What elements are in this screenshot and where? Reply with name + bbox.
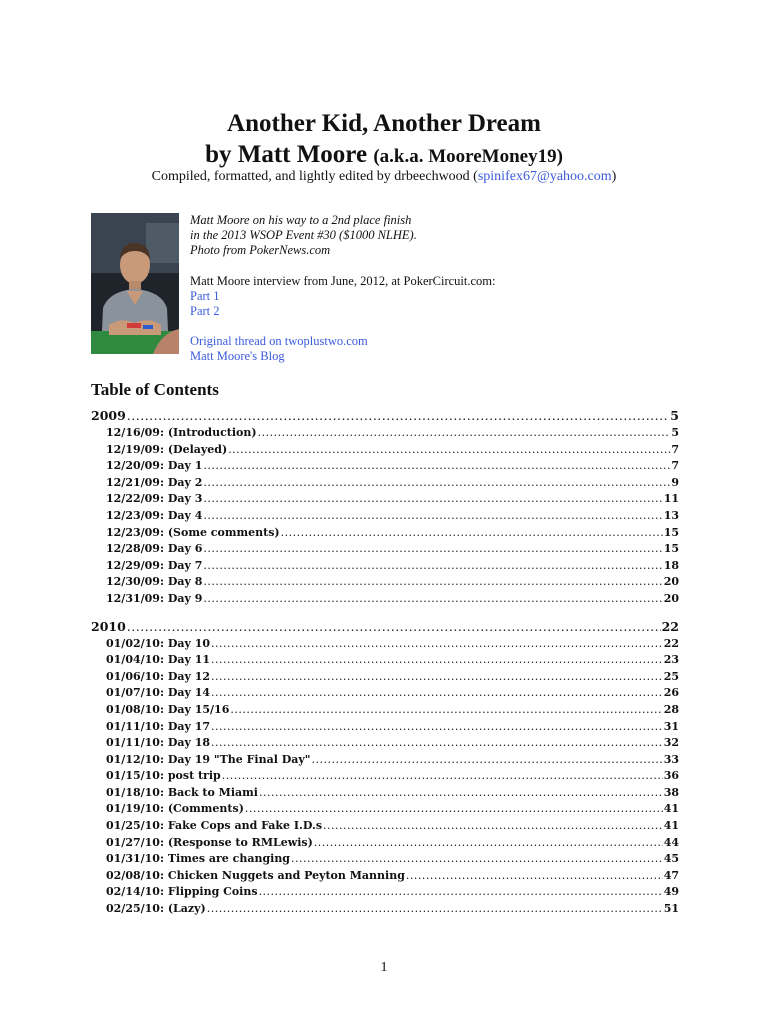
toc-entry-label: 01/11/10: Day 17 bbox=[106, 719, 211, 733]
toc-leader-dots bbox=[203, 541, 662, 558]
interview-part-2-link[interactable]: Part 2 bbox=[190, 304, 220, 318]
original-thread-link[interactable]: Original thread on twoplustwo.com bbox=[190, 334, 368, 348]
toc-entry[interactable] bbox=[91, 458, 679, 475]
toc-entry-page: 33 bbox=[663, 752, 679, 766]
toc-entry-page: 20 bbox=[663, 591, 679, 605]
toc-entry-page: 47 bbox=[663, 868, 679, 882]
toc-entry-label: 2010 bbox=[91, 618, 126, 634]
toc-entry-page: 20 bbox=[663, 575, 679, 589]
toc-entry-label: 01/31/10: Times are changing bbox=[106, 852, 291, 866]
toc-entry-page: 15 bbox=[663, 525, 679, 539]
toc-entry[interactable] bbox=[91, 669, 679, 686]
toc-entry-label: 12/22/09: Day 3 bbox=[106, 492, 203, 506]
toc-entry-page: 38 bbox=[663, 785, 679, 799]
toc-entry-page: 7 bbox=[671, 442, 679, 456]
toc-leader-dots bbox=[323, 818, 663, 835]
toc-entry-page: 7 bbox=[671, 459, 679, 473]
toc-entry-label: 02/14/10: Flipping Coins bbox=[106, 885, 258, 899]
caption-line: in the 2013 WSOP Event #30 ($1000 NLHE). bbox=[190, 228, 417, 242]
toc-entry-page: 11 bbox=[663, 492, 679, 506]
toc-leader-dots bbox=[203, 591, 662, 608]
toc-entry-label: 02/25/10: (Lazy) bbox=[106, 902, 206, 916]
toc-entry-label: 12/29/09: Day 7 bbox=[106, 558, 203, 572]
photo-caption bbox=[190, 213, 417, 258]
toc-entry[interactable] bbox=[91, 835, 679, 852]
toc-leader-dots bbox=[203, 475, 670, 492]
toc-leader-dots bbox=[211, 652, 663, 669]
toc-entry[interactable] bbox=[91, 591, 679, 608]
toc-entry-label: 01/11/10: Day 18 bbox=[106, 736, 211, 750]
toc-leader-dots bbox=[291, 851, 663, 868]
toc-entry[interactable] bbox=[91, 901, 679, 918]
interview-text: Matt Moore interview from June, 2012, at PokerCircuit.com: bbox=[190, 274, 496, 288]
toc-leader-dots bbox=[222, 768, 663, 785]
toc-entry[interactable] bbox=[91, 735, 679, 752]
toc-leader-dots bbox=[258, 425, 671, 442]
toc-entry-page: 31 bbox=[663, 719, 679, 733]
compiled-suffix: ) bbox=[611, 169, 617, 184]
toc-entry-page: 9 bbox=[671, 475, 679, 489]
toc-leader-dots bbox=[203, 491, 662, 508]
toc-entry-page: 41 bbox=[663, 802, 679, 816]
toc-entry-label: 01/12/10: Day 19 "The Final Day" bbox=[106, 752, 311, 766]
toc-entry[interactable] bbox=[91, 475, 679, 492]
toc-entry-page: 25 bbox=[663, 669, 679, 683]
toc-entry[interactable] bbox=[91, 525, 679, 542]
toc-entry-page: 5 bbox=[670, 408, 679, 423]
toc-leader-dots bbox=[211, 735, 663, 752]
toc-entry[interactable] bbox=[91, 801, 679, 818]
toc-leader-dots bbox=[245, 801, 663, 818]
toc-entry-label: 12/19/09: (Delayed) bbox=[106, 442, 228, 456]
toc-entry-page: 45 bbox=[663, 852, 679, 866]
external-links bbox=[190, 334, 368, 364]
toc-entry-label: 01/07/10: Day 14 bbox=[106, 686, 211, 700]
toc-entry-label: 01/18/10: Back to Miami bbox=[106, 785, 258, 799]
toc-leader-dots bbox=[230, 702, 662, 719]
toc-entry-label: 02/08/10: Chicken Nuggets and Peyton Manning bbox=[106, 868, 405, 882]
toc-entry[interactable] bbox=[91, 652, 679, 669]
toc-entry-label: 01/15/10: post trip bbox=[106, 769, 221, 783]
toc-entry-page: 15 bbox=[663, 542, 679, 556]
document-title: Another Kid, Another Dream bbox=[227, 110, 541, 137]
toc-entry-page: 44 bbox=[663, 835, 679, 849]
toc-entry-label: 12/23/09: Day 4 bbox=[106, 508, 203, 522]
toc-entry-label: 2009 bbox=[91, 408, 126, 423]
toc-entry-page: 28 bbox=[663, 702, 679, 716]
toc-entry-page: 26 bbox=[663, 686, 679, 700]
toc-entry-page: 18 bbox=[663, 558, 679, 572]
toc-leader-dots bbox=[203, 558, 662, 575]
toc-entry-page: 23 bbox=[663, 653, 679, 667]
toc-entry-label: 12/28/09: Day 6 bbox=[106, 542, 203, 556]
toc-entry-page: 51 bbox=[663, 902, 679, 916]
toc-entry-page: 36 bbox=[663, 769, 679, 783]
toc-entry-label: 01/19/10: (Comments) bbox=[106, 802, 244, 816]
toc-entry[interactable] bbox=[91, 719, 679, 736]
toc-entry[interactable] bbox=[91, 868, 679, 885]
toc-entry-page: 13 bbox=[663, 508, 679, 522]
toc-leader-dots bbox=[406, 868, 663, 885]
email-link[interactable]: spinifex67@yahoo.com bbox=[477, 169, 612, 184]
toc-leader-dots bbox=[228, 442, 670, 459]
toc-entry[interactable] bbox=[91, 541, 679, 558]
toc-entry-page: 5 bbox=[671, 426, 679, 439]
toc-leader-dots bbox=[211, 669, 663, 686]
compiled-prefix: Compiled, formatted, and lightly edited by drbeechwood ( bbox=[151, 169, 478, 184]
toc-entry-label: 12/20/09: Day 1 bbox=[106, 459, 203, 473]
toc-heading: Table of Contents bbox=[91, 380, 219, 399]
toc-entry[interactable] bbox=[91, 442, 679, 459]
toc-leader-dots bbox=[211, 636, 663, 653]
toc-entry-page: 22 bbox=[663, 636, 679, 650]
toc-leader-dots bbox=[203, 508, 662, 525]
caption-line: Matt Moore on his way to a 2nd place finish bbox=[190, 213, 412, 227]
toc-entry[interactable] bbox=[91, 425, 679, 442]
toc-entry-label: 12/31/09: Day 9 bbox=[106, 591, 203, 605]
toc-entry-label: 01/04/10: Day 11 bbox=[106, 653, 211, 667]
toc-leader-dots bbox=[127, 406, 670, 425]
interview-links bbox=[190, 289, 220, 319]
toc-entry[interactable] bbox=[91, 558, 679, 575]
toc-entry[interactable] bbox=[91, 636, 679, 653]
toc-leader-dots bbox=[314, 835, 663, 852]
interview-part-1-link[interactable]: Part 1 bbox=[190, 289, 220, 303]
toc-leader-dots bbox=[281, 525, 663, 542]
author-alias: (a.k.a. MooreMoney19) bbox=[373, 146, 563, 167]
toc-entry-label: 01/06/10: Day 12 bbox=[106, 669, 211, 683]
toc-leader-dots bbox=[211, 719, 663, 736]
toc-leader-dots bbox=[312, 752, 663, 769]
toc-entry-page: 41 bbox=[663, 819, 679, 833]
toc-entry-label: 12/23/09: (Some comments) bbox=[106, 525, 280, 539]
toc-entry[interactable] bbox=[91, 884, 679, 901]
toc-entry[interactable] bbox=[91, 851, 679, 868]
toc-leader-dots bbox=[203, 574, 662, 591]
toc-entry[interactable] bbox=[91, 491, 679, 508]
toc-entry[interactable] bbox=[91, 752, 679, 769]
toc-section bbox=[91, 406, 679, 608]
toc-leader-dots bbox=[127, 617, 661, 636]
toc-entry[interactable] bbox=[91, 785, 679, 802]
toc-section bbox=[91, 617, 679, 918]
toc-entry-page: 49 bbox=[663, 885, 679, 899]
toc-leader-dots bbox=[211, 685, 663, 702]
author-name: by Matt Moore bbox=[205, 141, 368, 168]
toc-entry[interactable] bbox=[91, 702, 679, 719]
toc-entry-label: 01/02/10: Day 10 bbox=[106, 636, 211, 650]
table-of-contents bbox=[91, 406, 679, 927]
toc-entry[interactable] bbox=[91, 574, 679, 591]
toc-entry-label: 12/21/09: Day 2 bbox=[106, 475, 203, 489]
page-number: 1 bbox=[380, 960, 388, 975]
toc-entry[interactable] bbox=[91, 508, 679, 525]
toc-year-entry[interactable] bbox=[91, 617, 679, 636]
toc-year-entry[interactable] bbox=[91, 406, 679, 425]
author-photo bbox=[91, 213, 179, 354]
caption-line: Photo from PokerNews.com bbox=[190, 243, 331, 257]
toc-leader-dots bbox=[259, 884, 663, 901]
toc-leader-dots bbox=[207, 901, 663, 918]
toc-entry-page: 22 bbox=[661, 618, 679, 634]
compiled-by-line bbox=[0, 168, 768, 186]
toc-leader-dots bbox=[259, 785, 663, 802]
toc-entry[interactable] bbox=[91, 818, 679, 835]
toc-entry-label: 12/30/09: Day 8 bbox=[106, 575, 203, 589]
toc-entry-label: 01/27/10: (Response to RMLewis) bbox=[106, 835, 313, 849]
toc-leader-dots bbox=[203, 458, 670, 475]
toc-entry-label: 12/16/09: (Introduction) bbox=[106, 426, 257, 439]
toc-entry[interactable] bbox=[91, 768, 679, 785]
toc-entry-page: 32 bbox=[663, 736, 679, 750]
toc-entry[interactable] bbox=[91, 685, 679, 702]
blog-link[interactable]: Matt Moore's Blog bbox=[190, 349, 285, 363]
toc-entry-label: 01/25/10: Fake Cops and Fake I.D.s bbox=[106, 819, 323, 833]
toc-entry-label: 01/08/10: Day 15/16 bbox=[106, 702, 230, 716]
